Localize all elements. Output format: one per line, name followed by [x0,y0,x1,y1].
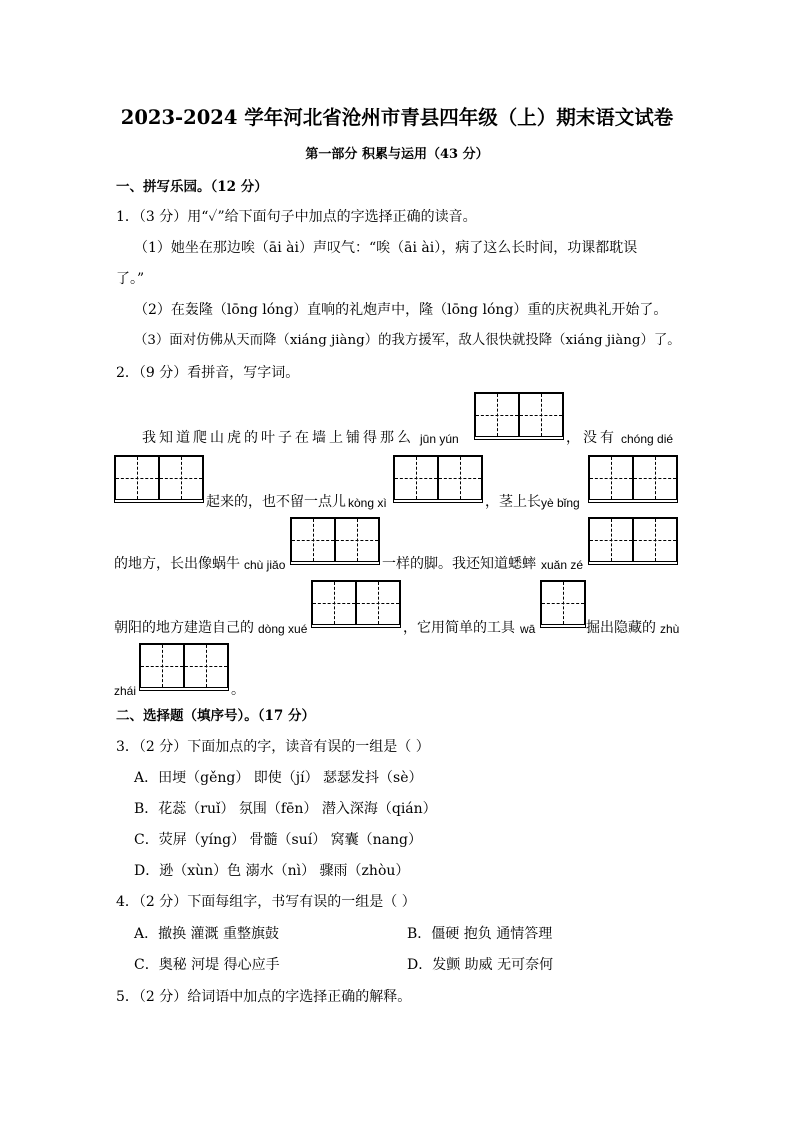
answer-grid-xuan-ze[interactable] [588,517,678,565]
q2-line1-after: ，没有 [566,430,617,446]
q4-option-a: A．撤换 灌溉 重整旗鼓 [134,926,280,942]
q2-line3-a: 的地方，长出像蜗牛 [114,556,240,572]
section-1-heading: 一、拼写乐园。（12 分） [116,179,268,195]
q4-option-d: D．发颤 助威 无可奈何 [407,957,554,973]
answer-grid-zhu-zhai[interactable] [139,643,229,691]
q1-sentence-1a: （1）她坐在那边唉（āi ài）声叹气：“唉（āi ài），病了这么长时间，功课都耽误 [134,240,638,256]
q3-option-d: D．逊（xùn）色 溺水（nì） 骤雨（zhòu） [134,863,410,879]
q2-line3-b: 一样的脚。我还知道蟋蟀 [382,556,536,572]
q3-option-a: A．田埂（gěng） 即使（jí） 瑟瑟发抖（sè） [134,770,423,786]
q1-sentence-2: （2）在轰隆（lōng lóng）直响的礼炮声中，隆（lōng lóng）重的庆祝典礼开始了。 [134,302,668,318]
q2-line1-text: 我知道爬山虎的叶子在墙上铺得那么 [142,430,414,446]
answer-grid-wa[interactable] [540,580,586,628]
q4-option-c: C．奥秘 河堤 得心应手 [134,957,280,973]
answer-grid-kong-xi[interactable] [393,455,483,503]
q5-stem: 5．（2 分）给词语中加点的字选择正确的解释。 [116,989,412,1005]
page-title: 2023-2024 学年河北省沧州市青县四年级（上）期末语文试卷 [120,106,674,129]
pinyin-zhu: zhù [660,622,680,636]
answer-grid-chu-jiao[interactable] [290,517,380,565]
q4-option-b: B．僵硬 抱负 通情答理 [407,926,553,942]
q1-stem: 1．（3 分）用“✓”给下面句子中加点的字选择正确的读音。 [116,209,477,225]
q2-line5-end: 。 [231,682,245,698]
pinyin-zhai: zhái [114,684,137,698]
q3-option-b: B．花蕊（ruǐ） 氛围（fēn） 潜入深海（qián） [134,801,437,817]
q2-stem: 2．（9 分）看拼音，写字词。 [116,365,300,381]
answer-grid-dong-xue[interactable] [311,580,401,628]
pinyin-chu-jiao: chù jiǎo [244,558,286,572]
q4-stem: 4．（2 分）下面每组字，书写有误的一组是（ ） [116,894,416,910]
answer-grid-ye-bing[interactable] [588,455,678,503]
pinyin-kong-xi: kòng xì [348,496,387,510]
q2-line4-b: ，它用简单的工具 [403,620,515,636]
pinyin-jun-yun: jūn yún [420,432,459,446]
answer-grid-jun-yun[interactable] [474,392,564,440]
pinyin-chong-die: chóng dié [621,432,674,446]
section-2-heading: 二、选择题（填序号）。（17 分） [116,708,315,724]
q3-stem: 3．（2 分）下面加点的字，读音有误的一组是（ ） [116,739,430,755]
q2-line2-a: 起来的，也不留一点儿 [206,494,346,510]
q2-line4-a: 朝阳的地方建造自己的 [114,620,254,636]
pinyin-ye-bing: yè bǐng [541,496,580,510]
pinyin-dong-xue: dòng xué [258,622,308,636]
q1-sentence-1b: 了。” [116,271,145,287]
pinyin-wa: wā [520,622,536,636]
page-subtitle: 第一部分 积累与运用（43 分） [305,147,489,162]
q2-line4-c: 掘出隐藏的 [586,620,656,636]
answer-grid-chong-die[interactable] [114,455,204,503]
q3-option-c: C．荧屏（yíng） 骨髓（suí） 窝囊（nang） [134,832,422,848]
pinyin-xuan-ze: xuǎn zé [541,558,584,572]
q2-line2-b: ，茎上长 [485,494,541,510]
q1-sentence-3: （3）面对仿佛从天而降（xiáng jiàng）的我方援军，敌人很快就投降（xiáng jiàng）了。 [134,333,681,348]
